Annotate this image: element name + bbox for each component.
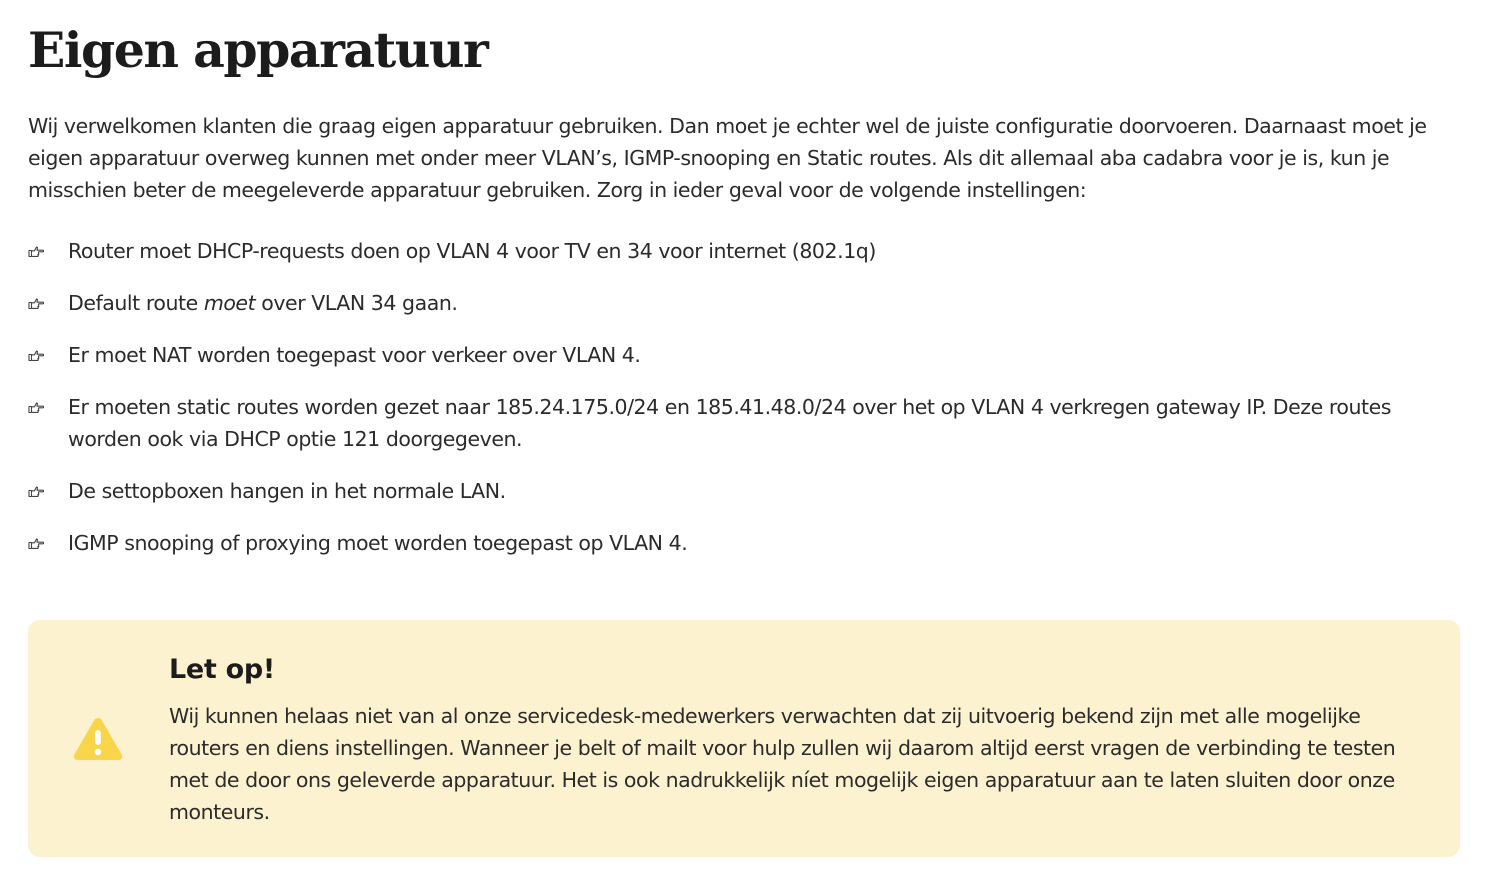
list-item [28, 391, 1460, 455]
list-item [28, 475, 1460, 507]
notice-body: Wij kunnen helaas niet van al onze servicedesk-medewerkers verwachten dat zij uitvoerig bekend zijn met alle mogelijke routers en diens instellingen. Wanneer je belt of mailt voor hulp zullen wij daarom altijd eerst vragen de verbinding te testen met de door ons geleverde apparatuur. Het is ook nadrukkelijk níet mogelijk eigen apparatuur aan te laten sluiten door onze monteurs. [169, 704, 1396, 824]
list-item-emphasis: moet [203, 291, 256, 315]
notice-box [28, 620, 1460, 857]
pointing-hand-icon [28, 484, 44, 498]
pointing-hand-icon [28, 400, 44, 414]
requirements-list [28, 235, 1460, 579]
list-item-text: De settopboxen hangen in het normale LAN. [68, 479, 506, 503]
list-item [28, 235, 1460, 267]
list-item [28, 287, 1460, 319]
list-item-text: Er moeten static routes worden gezet naar 185.24.175.0/24 en 185.41.48.0/24 over het op VLAN 4 verkregen gateway IP. Deze routes worden ook via DHCP optie 121 doorgegeven. [68, 395, 1391, 451]
pointing-hand-icon [28, 536, 44, 550]
list-item [28, 339, 1460, 371]
list-item-text: Router moet DHCP-requests doen op VLAN 4 voor TV en 34 voor internet (802.1q) [68, 239, 876, 263]
list-item-text: Er moet NAT worden toegepast voor verkeer over VLAN 4. [68, 343, 641, 367]
notice-heading: Let op! [169, 654, 275, 685]
list-item-text-after: over VLAN 34 gaan. [255, 291, 458, 315]
list-item-text: IGMP snooping of proxying moet worden toegepast op VLAN 4. [68, 531, 688, 555]
pointing-hand-icon [28, 348, 44, 362]
warning-triangle-icon [72, 715, 124, 761]
list-item [28, 527, 1460, 559]
pointing-hand-icon [28, 244, 44, 258]
page-title: Eigen apparatuur [28, 21, 488, 79]
intro-paragraph: Wij verwelkomen klanten die graag eigen apparatuur gebruiken. Dan moet je echter wel de juiste configuratie doorvoeren. Daarnaast moet je eigen apparatuur overweg kunnen met onder meer VLAN’s, IGMP-snooping en Static routes. Als dit allemaal aba cadabra voor je is, kun je misschien beter de meegeleverde apparatuur gebruiken. Zorg in ieder geval voor de volgende instellingen: [28, 114, 1427, 202]
pointing-hand-icon [28, 296, 44, 310]
list-item-text-before: Default route [68, 291, 204, 315]
